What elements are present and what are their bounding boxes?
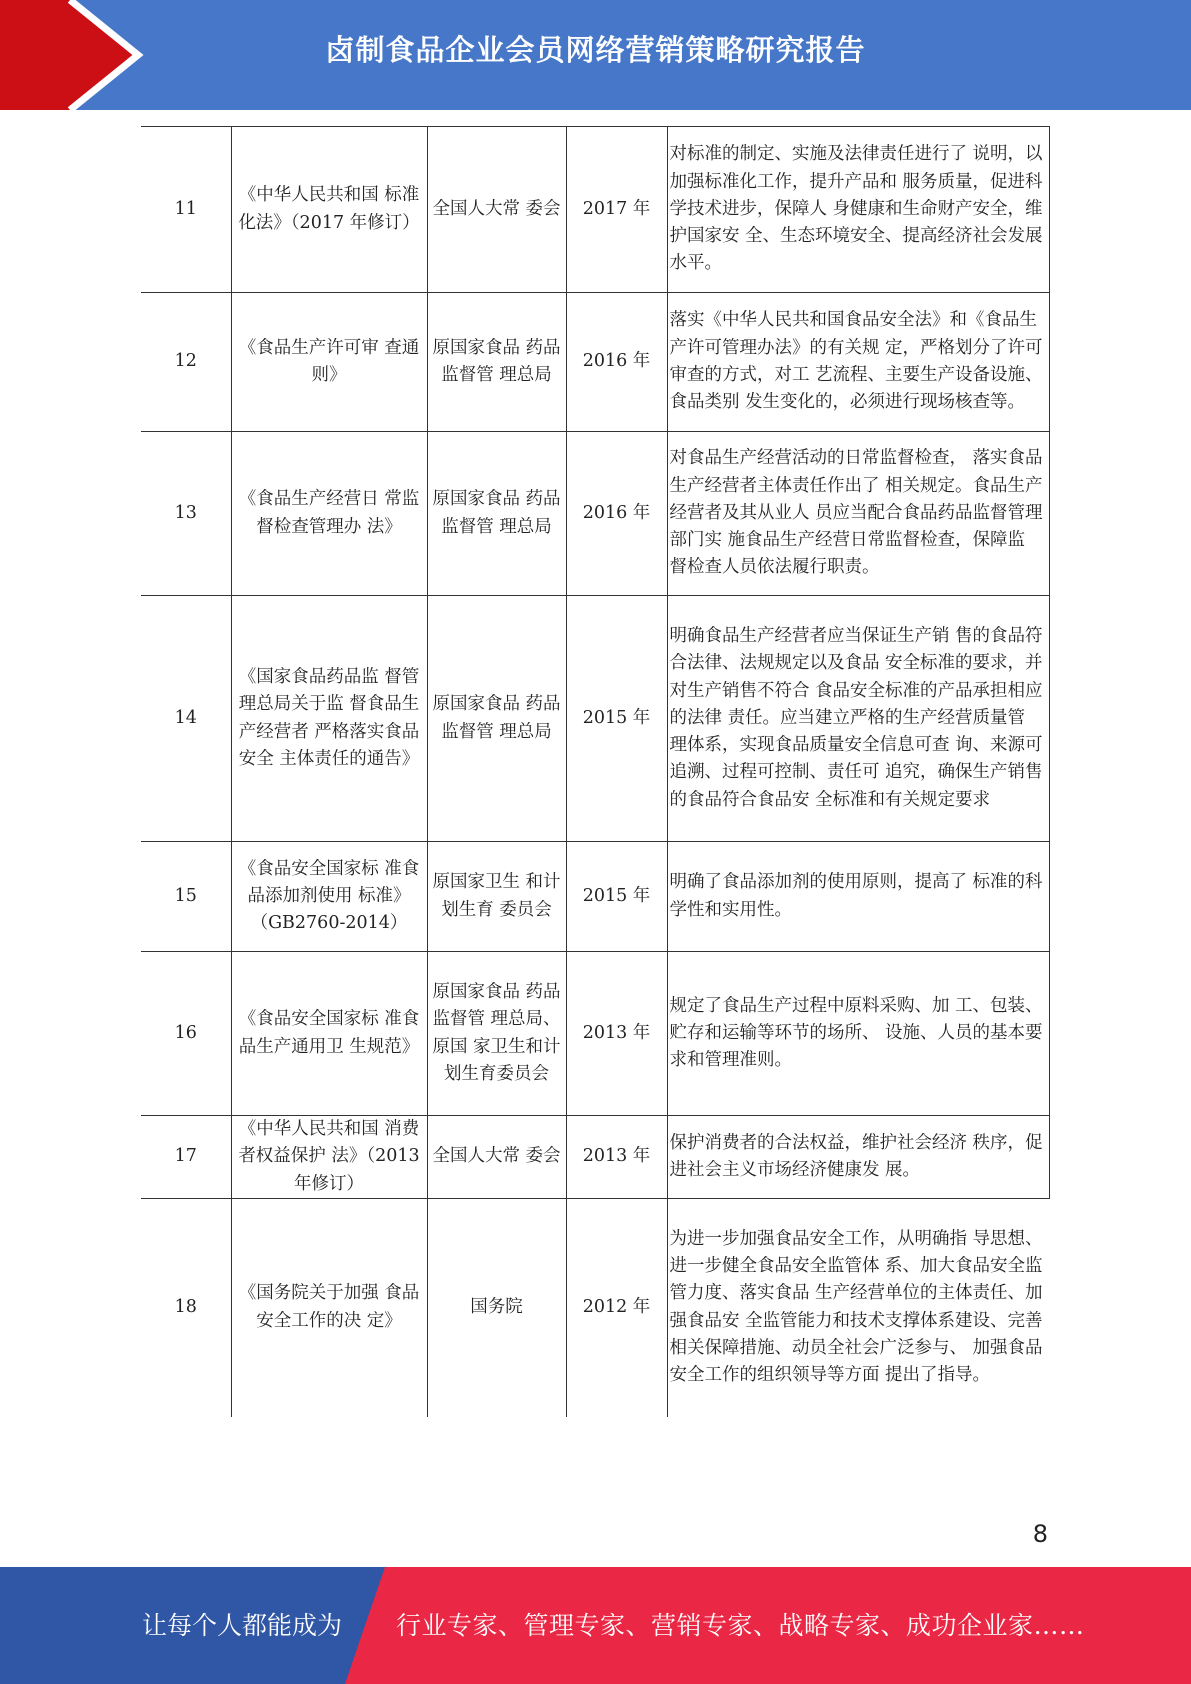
footer-slogan-right: 行业专家、管理专家、营销专家、战略专家、成功企业家…… (396, 1611, 1085, 1640)
regulation-name: 《食品生产许可审 查通则》 (231, 293, 427, 432)
issuing-authority: 全国人大常 委会 (427, 1116, 566, 1199)
regulation-content: 为进一步加强食品安全工作，从明确指 导思想、进一步健全食品安全监管体 系、加大食品安全监管力度、落实食品 生产经营单位的主体责任、加强食品安 全监管能力和技术支撑体系建设、完善 相关保障措施、动员全社会广泛参与、 加强食品安全工作的组织领导等方面 提出了指导。 (667, 1199, 1049, 1417)
table-row (141, 596, 1049, 842)
regulation-content: 保护消费者的合法权益，维护社会经济 秩序，促进社会主义市场经济健康发 展。 (667, 1116, 1049, 1199)
page-header (0, 0, 1191, 110)
regulation-name: 《食品安全国家标 准食品添加剂使用 标准》（GB2760-2014） (231, 842, 427, 952)
row-number: 12 (141, 293, 231, 432)
table-row (141, 842, 1049, 952)
regulation-name: 《中华人民共和国 消费者权益保护 法》（2013 年修订） (231, 1116, 427, 1199)
regulation-content: 明确食品生产经营者应当保证生产销 售的食品符合法律、法规规定以及食品 安全标准的要求，并对生产销售不符合 食品安全标准的产品承担相应的法律 责任。应当建立严格的生产经营质量管 理体系，实现食品质量安全信息可查 询、来源可追溯、过程可控制、责任可 追究，确保生产销售的食品符合食品安 全标准和有关规定要求 (667, 596, 1049, 842)
row-number: 15 (141, 842, 231, 952)
regulation-content: 对食品生产经营活动的日常监督检查， 落实食品生产经营者主体责任作出了 相关规定。食品生产经营者及其从业人 员应当配合食品药品监督管理部门实 施食品生产经营日常监督检查，保障监 督检查人员依法履行职责。 (667, 432, 1049, 596)
page-number: 8 (1032, 1520, 1048, 1548)
regulation-name: 《中华人民共和国 标准化法》（2017 年修订） (231, 127, 427, 293)
issue-year: 2015 年 (566, 596, 667, 842)
issuing-authority: 原国家食品 药品监督管 理总局、原国 家卫生和计 划生育委员会 (427, 952, 566, 1116)
page-footer (0, 1567, 1191, 1684)
row-number: 13 (141, 432, 231, 596)
regulation-name: 《国家食品药品监 督管理总局关于监 督食品生产经营者 严格落实食品安全 主体责任的通告》 (231, 596, 427, 842)
regulation-name: 《食品安全国家标 准食品生产通用卫 生规范》 (231, 952, 427, 1116)
issuing-authority: 原国家卫生 和计划生育 委员会 (427, 842, 566, 952)
issuing-authority: 国务院 (427, 1199, 566, 1417)
table-row (141, 1199, 1049, 1417)
issue-year: 2015 年 (566, 842, 667, 952)
row-number: 14 (141, 596, 231, 842)
issue-year: 2016 年 (566, 432, 667, 596)
issuing-authority: 全国人大常 委会 (427, 127, 566, 293)
table-row (141, 293, 1049, 432)
issue-year: 2013 年 (566, 952, 667, 1116)
footer-slogan-left: 让每个人都能成为 (142, 1611, 343, 1640)
regulation-content: 明确了食品添加剂的使用原则，提高了 标准的科学性和实用性。 (667, 842, 1049, 952)
regulation-name: 《食品生产经营日 常监督检查管理办 法》 (231, 432, 427, 596)
report-title: 卤制食品企业会员网络营销策略研究报告 (325, 33, 866, 67)
regulation-content: 落实《中华人民共和国食品安全法》和《食品生产许可管理办法》的有关规 定，严格划分了许可审查的方式，对工 艺流程、主要生产设备设施、食品类别 发生变化的，必须进行现场核查等。 (667, 293, 1049, 432)
regulation-name: 《国务院关于加强 食品安全工作的决 定》 (231, 1199, 427, 1417)
row-number: 17 (141, 1116, 231, 1199)
issue-year: 2012 年 (566, 1199, 667, 1417)
row-number: 18 (141, 1199, 231, 1417)
row-number: 11 (141, 127, 231, 293)
table-row (141, 1116, 1049, 1199)
table-row (141, 127, 1049, 293)
issue-year: 2013 年 (566, 1116, 667, 1199)
issue-year: 2016 年 (566, 293, 667, 432)
issuing-authority: 原国家食品 药品监督管 理总局 (427, 432, 566, 596)
regulation-content: 规定了食品生产过程中原料采购、加 工、包装、贮存和运输等环节的场所、 设施、人员的基本要求和管理准则。 (667, 952, 1049, 1116)
issue-year: 2017 年 (566, 127, 667, 293)
regulation-content: 对标准的制定、实施及法律责任进行了 说明，以加强标准化工作，提升产品和 服务质量，促进科学技术进步，保障人 身健康和生命财产安全，维护国家安 全、生态环境安全、提高经济社会发展 水平。 (667, 127, 1049, 293)
row-number: 16 (141, 952, 231, 1116)
issuing-authority: 原国家食品 药品监督管 理总局 (427, 293, 566, 432)
issuing-authority: 原国家食品 药品监督管 理总局 (427, 596, 566, 842)
table-row (141, 432, 1049, 596)
regulations-table (141, 126, 1050, 1417)
table-row (141, 952, 1049, 1116)
